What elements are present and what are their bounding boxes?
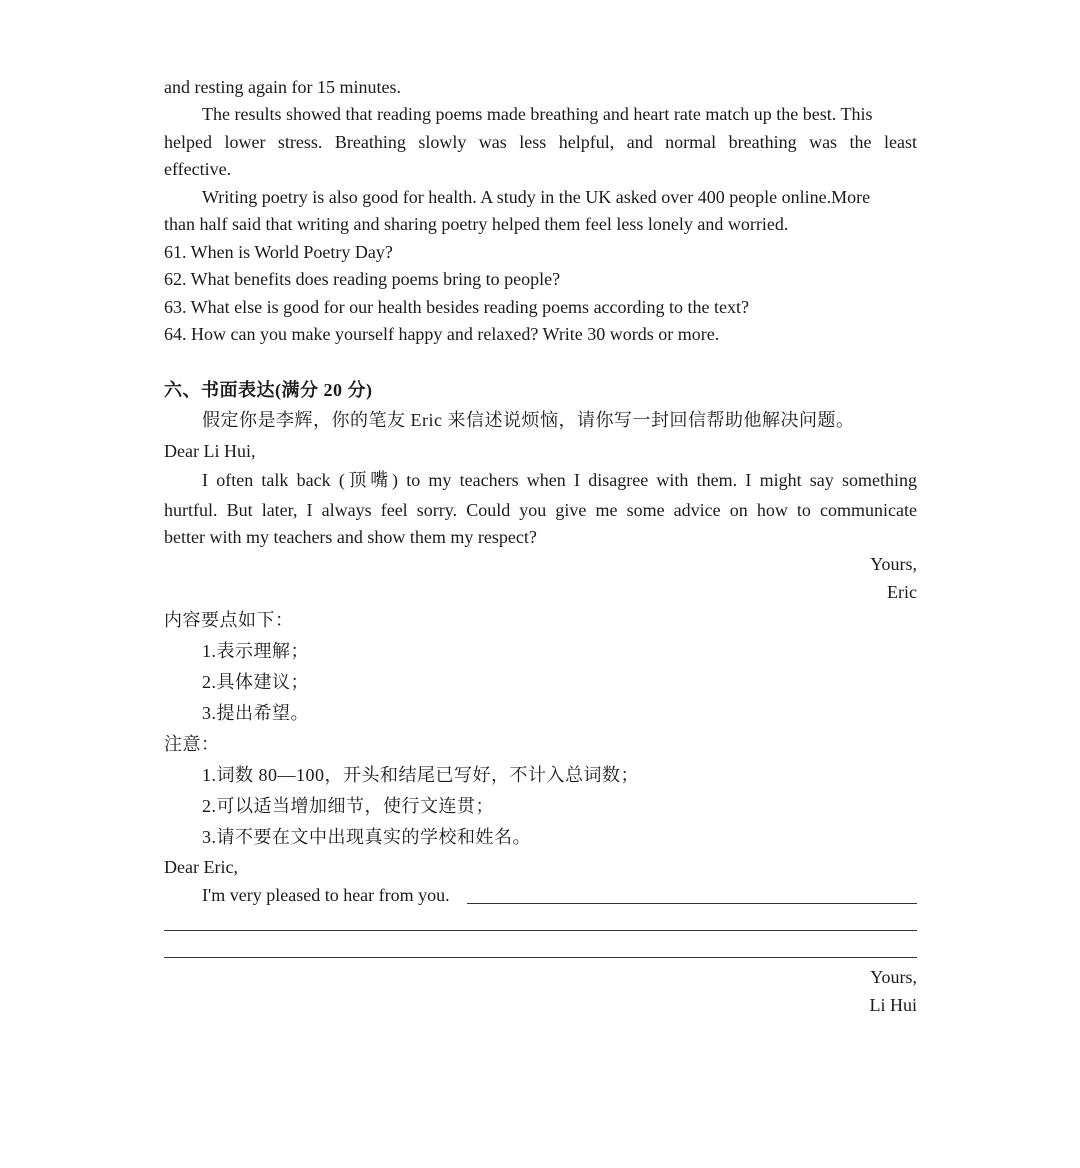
question-63: 63. What else is good for our health besides reading poems according to the text? xyxy=(164,297,749,317)
letter-body-line: better with my teachers and show them my respect? xyxy=(164,527,537,547)
reply-greeting: Dear Eric, xyxy=(164,857,238,877)
note-item: 1.词数 80—100，开头和结尾已写好，不计入总词数； xyxy=(202,765,639,785)
reply-opening: I'm very pleased to hear from you. xyxy=(202,885,450,905)
content-point: 1.表示理解； xyxy=(202,641,309,661)
passage-line: The results showed that reading poems made breathing and heart rate match up the best. This xyxy=(202,104,873,124)
letter-body-line: I often talk back (顶嘴) to my teachers when I disagree with them. I might say something xyxy=(202,470,917,490)
letter-greeting: Dear Li Hui, xyxy=(164,441,256,461)
answer-line[interactable] xyxy=(164,930,917,931)
content-point: 3.提出希望。 xyxy=(202,703,309,723)
letter-body-line: hurtful. But later, I always feel sorry. Could you give me some advice on how to communicate xyxy=(164,500,917,520)
letter-closing: Yours, xyxy=(870,554,917,574)
passage-line: and resting again for 15 minutes. xyxy=(164,77,401,97)
section-heading: 六、书面表达(满分 20 分) xyxy=(164,380,373,400)
points-title: 内容要点如下： xyxy=(164,610,294,630)
answer-line[interactable] xyxy=(164,957,917,958)
passage-line: helped lower stress. Breathing slowly was less helpful, and normal breathing was the least xyxy=(164,132,917,152)
content-point: 2.具体建议； xyxy=(202,672,309,692)
writing-prompt: 假定你是李辉，你的笔友 Eric 来信述说烦恼，请你写一封回信帮助他解决问题。 xyxy=(202,410,855,430)
question-62: 62. What benefits does reading poems bring to people? xyxy=(164,269,561,289)
note-item: 3.请不要在文中出现真实的学校和姓名。 xyxy=(202,827,531,847)
passage-line: than half said that writing and sharing poetry helped them feel less lonely and worried. xyxy=(164,214,789,234)
reply-closing: Yours, xyxy=(870,967,917,987)
question-64: 64. How can you make yourself happy and relaxed? Write 30 words or more. xyxy=(164,324,720,344)
passage-line: effective. xyxy=(164,159,232,179)
reply-signature: Li Hui xyxy=(869,995,917,1015)
notes-title: 注意： xyxy=(164,734,220,754)
note-item: 2.可以适当增加细节，使行文连贯； xyxy=(202,796,494,816)
question-61: 61. When is World Poetry Day? xyxy=(164,242,393,262)
passage-line: Writing poetry is also good for health. A study in the UK asked over 400 people online.More xyxy=(202,187,871,207)
answer-line[interactable] xyxy=(467,903,917,904)
letter-signature: Eric xyxy=(887,582,917,602)
